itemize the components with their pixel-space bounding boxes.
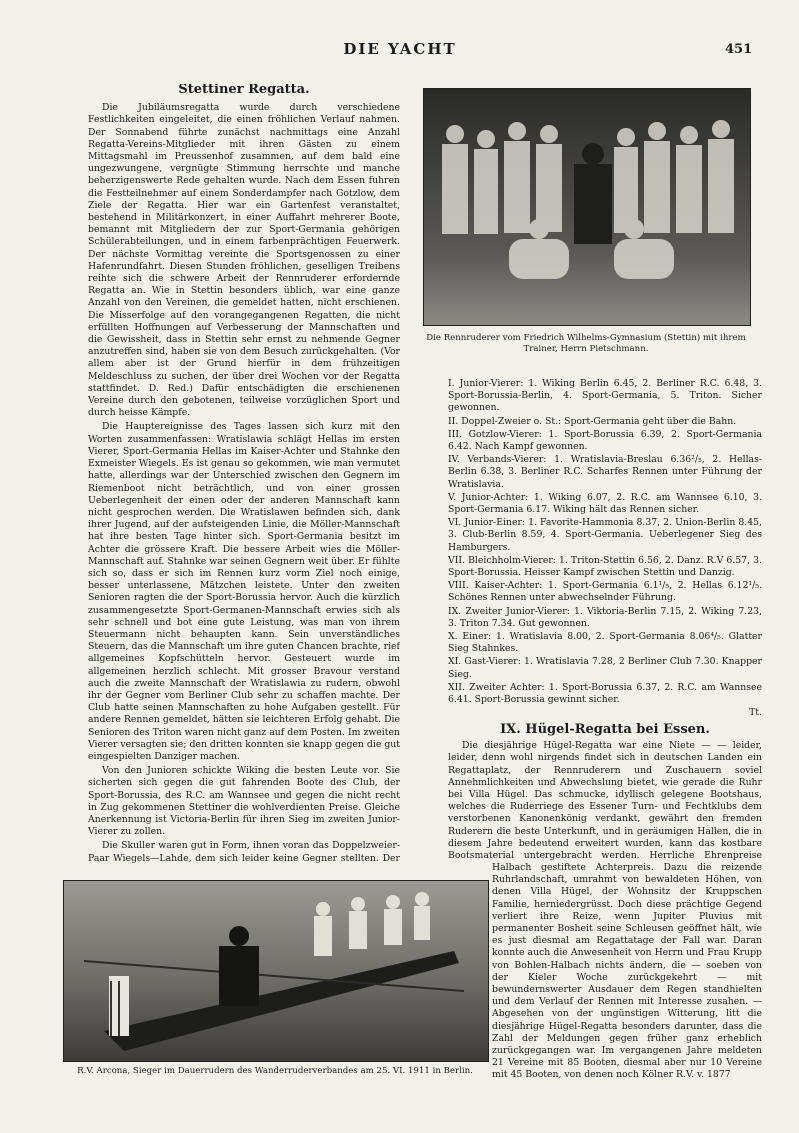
paragraph: Von den Junioren schickte Wiking die besten Leute vor. Sie sicherten sich gegen die gut fahrenden Boote des Club, der Sport-Borussia, des R.C. am Wannsee und gegen die nicht recht in Zug gekommenen Stettiner die wohlverdienten Preise. Gleiche Anerkennung ist Victoria-Berlin für ihren Sieg im zweiten Junior-Vierer zu zollen.	[88, 765, 400, 838]
team-photo-figures	[424, 89, 750, 325]
result-item: V. Junior-Achter: 1. Wiking 6.07, 2. R.C. am Wannsee 6.10, 3. Sport-Germania 6.17. Wiking hält das Rennen sicher.	[448, 491, 762, 516]
results-list	[448, 378, 762, 718]
paragraph: Die diesjährige Hügel-Regatta war eine Niete — — leider, leider, denn wohl nirgends findet sich in deutschen Landen ein Regattaplatz, der Rennruderern und Zuschauern soviel Annehmlichkeiten und Abwechslung bietet, wie gerade die Ruhr bei Villa Hügel. Das schmucke, idyllisch gelegene Bootshaus, welches die Ruderriege des Essener Turn- und Fechtklubs dem verstorbenen Kanonenkönig verdankt, gewährt den fremden Ruderern die beste Unterkunft, und in geräumigen Hallen, die in diesem Jahre bedeutend erweitert wurden, kann das kostbare Bootsmaterial untergebracht werden. Herrliche Ehrenpreise	[448, 740, 762, 860]
paragraph: Die Hauptereignisse des Tages lassen sich kurz mit den Worten zusammenfassen: Wratislawia schlägt Hellas im ersten Vierer, Sport-Germania Hellas im Kaiser-Achter und Stahnke den Exmeister Wiegels. Es ist genau so gekommen, wie man vermutet hatte, allerdings war der Unterschied zwischen den Gegnern im Riemenboot nicht beträchtlich, und von einer grossen Ueberlegenheit der einen oder der anderen Mannschaft kann nicht gesprochen werden. Die Wratislawen befinden sich, dank ihrer Jugend, auf der aufsteigenden Linie, die Möller-Mannschaft hat ihre besten Tage hinter sich. Sport-Germania besitzt im Achter die grössere Kraft. Die bessere Arbeit wies die Möller-Mannschaft auf. Stahnke war seinen Gegnern weit über. Er fühlte sich so, dass er sich im Rennen kurz vorm Ziel noch einige, besser unterlassene, Mätzchen leistete. Unter den zweiten Senioren ragten die der Sport-Borussia hervor. Auch die kürzlich zusammengesetzte Sport-Germanen-Mannschaft erwies sich als sehr schnell und bot eine gute Leistung, was man von ihrem Steuermann nicht behaupten kann. Sein unverständliches Steuern, das die Mannschaft um ihre guten Chancen brachte, rief allgemeines Kopfschütteln hervor. Gesteuert wurde im allgemeinen herzlich schlecht. Mit grosser Bravour verstand auch die zweite Mannschaft der Wratislawia zu rudern, obwohl ihr der Gegner vom Berliner Club sehr zu schaffen machte. Der Club hatte seinen Mannschaften zu hohe Aufgaben gestellt. Für andere Rennen gemeldet, hätten sie leichteren Erfolg gehabt. Die Senioren des Triton waren nicht ganz auf dem Posten. Im zweiten Vierer versagten sie; den dritten konnten sie knapp gegen die gut eingespielten Danziger machen.	[88, 421, 400, 762]
paragraph: Halbach gestiftete Achterpreis. Dazu die reizende Ruhrlandschaft, umrahmt von bewaldeten Höhen, von denen Villa Hügel, der Wohnsitz der Kruppschen Familie, herniedergrüsst. Doch diese prächtige Gegend verliert ihre Reize, wenn Jupiter Pluvius mit permanenter Bosheit seine Schleusen geöffnet hält, wie es just diesmal am Regattatage der Fall war. Daran konnte auch die Anwesenheit von Herrn und Frau Krupp von Bohlen-Halbach nichts ändern, die — soeben von der Kieler Woche zurückgekehrt — mit bewundernswerter Ausdauer dem Regen standhielten und dem Verlauf der Rennen mit Interesse zusahen. — Abgesehen von der ungünstigen Witterung, litt die diesjährige Hügel-Regatta besonders darunter, dass die Zahl der Meldungen gegen früher ganz erheblich zurückgegangen war. Im vergangenen Jahre meldeten 21 Vereine mit 85 Booten, diesmal aber nur 10 Vereine mit 45 Booten, von denen noch Kölner R.V. v. 1877	[492, 862, 762, 1081]
left-column	[88, 84, 400, 864]
result-item: XI. Gast-Vierer: 1. Wratislavia 7.28, 2 Berliner Club 7.30. Knapper Sieg.	[448, 656, 762, 680]
team-photo	[423, 88, 751, 326]
results-signature: Tt.	[749, 707, 762, 718]
result-item: II. Doppel-Zweier o. St.: Sport-Germania geht über die Bahn.	[448, 415, 737, 427]
result-item: X. Einer: 1. Wratislavia 8.00, 2. Sport-Germania 8.06⁴/₅. Glatter Sieg Stahnkes.	[448, 631, 762, 655]
essen-article-start	[448, 720, 762, 860]
boat-photo-caption: R.V. Arcona, Sieger im Dauerrudern des Wanderruderverbandes am 25. VI. 1911 in Berlin.	[77, 1066, 473, 1076]
result-item: VI. Junior-Einer: 1. Favorite-Hammonia 8.37, 2. Union-Berlin 8.45, 3. Club-Berlin 8.59, 4. Sport-Germania. Ueberlegener Sieg des Hamburgers.	[448, 517, 762, 553]
boat-photo	[63, 880, 489, 1062]
essen-article-continued	[492, 862, 762, 1112]
team-photo-caption: Die Rennruderer vom Friedrich Wilhelms-Gymnasium (Stettin) mit ihrem Trainer, Herrn Pietschmann.	[426, 333, 746, 354]
article-heading: Stettiner Regatta.	[178, 84, 310, 97]
result-item: VII. Bleichholm-Vierer: 1. Triton-Stettin 6.56, 2. Danz. R.V 6.57, 3. Sport-Borussia. Heisser Kampf zwischen Stettin und Danzig.	[448, 554, 762, 579]
result-item: IV. Verbands-Vierer: 1. Wratislavia-Breslau 6.36²/₅, 2. Hellas-Berlin 6.38, 3. Berliner R.C. Scharfes Rennen unter Führung der Wratislavia.	[448, 454, 762, 490]
essen-heading: IX. Hügel-Regatta bei Essen.	[500, 722, 710, 737]
result-item: III. Gotzlow-Vierer: 1. Sport-Borussia 6.39, 2. Sport-Germania 6.42. Nach Kampf gewonnen.	[448, 428, 762, 453]
result-item: XII. Zweiter Achter: 1. Sport-Borussia 6.37, 2. R.C. am Wannsee 6.41. Sport-Borussia gewinnt sicher.	[448, 681, 762, 706]
journal-title: DIE YACHT	[343, 40, 457, 58]
result-item: VIII. Kaiser-Achter: 1. Sport-Germania 6.1¹/₅, 2. Hellas 6.12¹/₅. Schönes Rennen unter abwechselnder Führung.	[448, 580, 762, 604]
page-number: 451	[725, 42, 753, 57]
result-item: I. Junior-Vierer: 1. Wiking Berlin 6.45, 2. Berliner R.C. 6.48, 3. Sport-Borussia-Berlin, 4. Sport-Germania, 5. Triton. Sicher gewonnen.	[448, 378, 762, 414]
boat-photo-figures	[64, 881, 488, 1061]
paragraph: Die Skuller waren gut in Form, ihnen voran das Doppelzweier-Paar Wiegels—Lahde, dem sich leider keine Gegner stellten. Der	[88, 840, 400, 864]
paragraph: Die Jubiläumsregatta wurde durch verschiedene Festlichkeiten eingeleitet, die einen fröhlichen Verlauf nahmen. Der Sonnabend führte zunächst nachmittags eine Anzahl Regatta-Vereins-Mitglieder mit ihren Gästen zu einem Mittagsmahl im Preussenhof zusammen, auf dem bald eine ungezwungene, vergnügte Stimmung herrschte und manche beherzigenswerte Rede gehalten wurde. Nach dem Essen fuhren die Festteilnehmer auf einem Sonderdampfer nach Gotzlow, dem Ziele der Regatta. Hier war ein Gartenfest veranstaltet, bestehend in Militärkonzert, in einer Auffahrt mehrerer Boote, bemannt mit Mitgliedern der zur Sport-Germania gehörigen Schülerabteilungen, und in einem farbenprächtigen Feuerwerk. Der nächste Vormittag vereinte die Sportsgenossen zu einer Hafenrundfahrt. Diesen Stunden fröhlichen, geselligen Treibens reihte sich die schwere Arbeit der Rennruderer erfordernde Regatta an. Wie in Stettin besonders üblich, war eine ganze Anzahl von den Vereinen, die gemeldet hatten, nicht erschienen. Die Misserfolge auf den vorangegangenen Regatten, die nicht erfüllten Hoffnungen auf Verbesserung der Mannschaften und die Gewissheit, dass in Stettin sehr ernst zu nehmende Gegner anzutreffen sind, haben sie von dem Besuch zurückgehalten. (Vor allem aber ist der Grund hierfür in dem frühzeitigen Meldeschluss zu suchen, der über drei Wochen vor der Regatta stattfindet. D. Red.) Dafür entschädigten die erschienenen Vereine durch den gebotenen, teilweise vorzüglichen Sport und durch heisse Kämpfe.	[88, 102, 400, 419]
result-item: IX. Zweiter Junior-Vierer: 1. Viktoria-Berlin 7.15, 2. Wiking 7.23, 3. Triton 7.34. Gut gewonnen.	[448, 605, 762, 629]
